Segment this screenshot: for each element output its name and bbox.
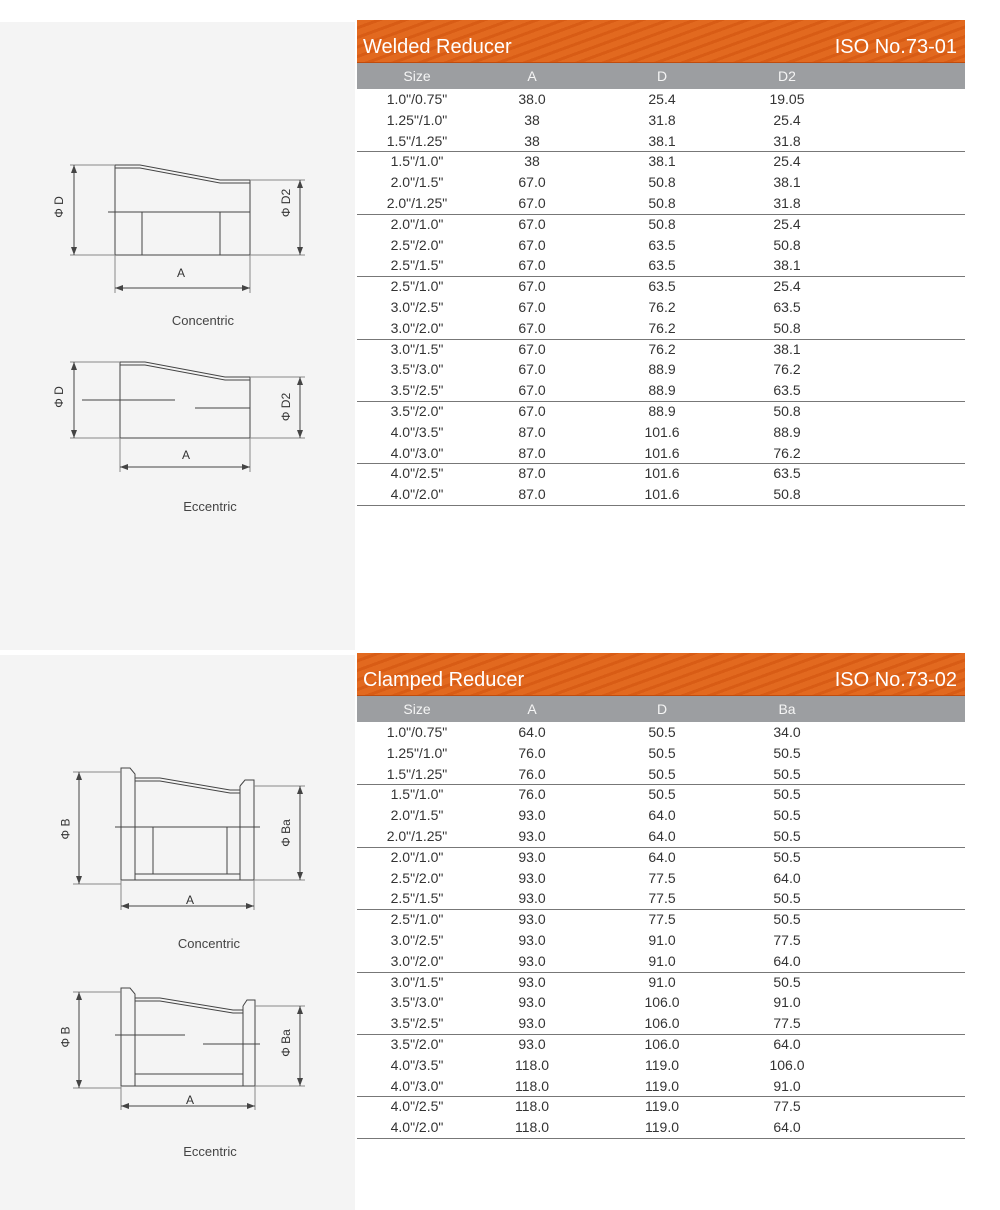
welded-reducer-banner xyxy=(357,20,965,63)
cell-d: 119.0 xyxy=(645,1119,679,1136)
cell-size: 4.0"/3.5" xyxy=(390,423,444,440)
clamped-reducer-section xyxy=(357,653,965,1138)
table-row xyxy=(357,992,965,1013)
clamped-eccentric-dim-b: Φ B xyxy=(58,1026,73,1048)
cell-a: 93.0 xyxy=(518,911,546,928)
cell-d: 25.4 xyxy=(648,91,676,107)
cell-d: 77.5 xyxy=(648,911,676,928)
cell-last: 91.0 xyxy=(773,1077,801,1094)
cell-size: 4.0"/2.0" xyxy=(390,1119,444,1136)
cell-d: 76.2 xyxy=(648,319,676,336)
cell-d: 106.0 xyxy=(644,1035,680,1052)
table-row xyxy=(357,743,965,764)
cell-last: 63.5 xyxy=(773,382,801,399)
clamped-table-body xyxy=(357,722,965,1138)
welded-eccentric-caption: Eccentric xyxy=(183,499,237,514)
cell-last: 38.1 xyxy=(773,257,801,274)
cell-size: 2.0"/1.0" xyxy=(390,848,444,865)
cell-last: 50.5 xyxy=(773,973,801,990)
table-row xyxy=(357,1013,965,1034)
welded-table-body xyxy=(357,89,965,505)
cell-size: 1.5"/1.25" xyxy=(386,765,448,782)
cell-a: 93.0 xyxy=(518,1035,546,1052)
cell-a: 76.0 xyxy=(518,786,546,803)
cell-d: 77.5 xyxy=(648,890,676,907)
cell-last: 50.8 xyxy=(773,402,801,419)
table-row xyxy=(357,888,965,909)
table-row xyxy=(357,805,965,826)
cell-size: 3.0"/2.5" xyxy=(390,298,444,315)
cell-size: 4.0"/2.5" xyxy=(390,1098,444,1115)
cell-a: 87.0 xyxy=(518,423,546,440)
table-row xyxy=(357,89,965,110)
table-row xyxy=(357,151,965,172)
cell-last: 106.0 xyxy=(769,1056,805,1073)
cell-d: 106.0 xyxy=(644,1015,680,1032)
cell-d: 119.0 xyxy=(645,1077,679,1094)
cell-d: 101.6 xyxy=(644,486,680,503)
cell-a: 93.0 xyxy=(518,973,546,990)
cell-last: 34.0 xyxy=(773,724,801,740)
clamped-reducer-banner xyxy=(357,653,965,696)
cell-a: 67.0 xyxy=(518,340,546,357)
table-row xyxy=(357,909,965,930)
cell-size: 3.5"/2.0" xyxy=(390,1035,444,1052)
cell-size: 3.0"/2.0" xyxy=(390,952,444,969)
cell-size: 3.0"/2.0" xyxy=(390,319,444,336)
cell-last: 25.4 xyxy=(773,278,801,295)
cell-a: 64.0 xyxy=(518,724,546,740)
cell-a: 118.0 xyxy=(515,1119,549,1136)
cell-last: 50.5 xyxy=(773,786,801,803)
table-row xyxy=(357,1055,965,1076)
cell-last: 25.4 xyxy=(773,153,801,170)
cell-a: 93.0 xyxy=(518,869,546,886)
cell-d: 88.9 xyxy=(648,402,676,419)
table-row xyxy=(357,1034,965,1055)
cell-last: 50.5 xyxy=(773,807,801,824)
table-row xyxy=(357,235,965,256)
welded-reducer-section xyxy=(357,20,965,505)
cell-a: 118.0 xyxy=(515,1077,549,1094)
cell-size: 3.5"/3.0" xyxy=(390,361,444,378)
table-row xyxy=(357,722,965,743)
clamped-header-size: Size xyxy=(403,701,431,717)
cell-d: 50.8 xyxy=(648,194,676,211)
cell-last: 76.2 xyxy=(773,361,801,378)
cell-last: 64.0 xyxy=(773,952,801,969)
cell-size: 1.25"/1.0" xyxy=(386,111,448,128)
cell-size: 3.0"/2.5" xyxy=(390,931,444,948)
cell-d: 76.2 xyxy=(648,340,676,357)
cell-a: 38.0 xyxy=(518,91,546,107)
table-row xyxy=(357,847,965,868)
cell-size: 2.5"/1.0" xyxy=(390,911,444,928)
cell-d: 50.8 xyxy=(648,215,676,232)
cell-last: 63.5 xyxy=(773,298,801,315)
cell-a: 93.0 xyxy=(518,827,546,844)
cell-last: 38.1 xyxy=(773,174,801,191)
cell-last: 50.5 xyxy=(773,827,801,844)
group-divider xyxy=(357,1138,965,1139)
cell-d: 119.0 xyxy=(645,1098,679,1115)
welded-eccentric-dim-d2: Φ D2 xyxy=(279,392,294,422)
table-row xyxy=(357,255,965,276)
welded-eccentric-dim-d: Φ D xyxy=(51,386,66,408)
cell-d: 50.5 xyxy=(648,765,676,782)
table-row xyxy=(357,463,965,484)
cell-size: 2.5"/1.5" xyxy=(390,257,444,274)
table-row xyxy=(357,1076,965,1097)
cell-d: 91.0 xyxy=(648,952,676,969)
table-row xyxy=(357,784,965,805)
cell-size: 3.0"/1.5" xyxy=(390,340,444,357)
cell-a: 67.0 xyxy=(518,361,546,378)
cell-size: 3.0"/1.5" xyxy=(390,973,444,990)
cell-last: 64.0 xyxy=(773,1119,801,1136)
cell-d: 101.6 xyxy=(644,465,680,482)
cell-last: 77.5 xyxy=(773,1015,801,1032)
cell-last: 19.05 xyxy=(769,91,805,107)
cell-a: 87.0 xyxy=(518,486,546,503)
welded-concentric-caption: Concentric xyxy=(171,313,235,328)
table-row xyxy=(357,951,965,972)
cell-d: 50.5 xyxy=(648,744,676,761)
cell-d: 64.0 xyxy=(648,848,676,865)
table-row xyxy=(357,276,965,297)
table-row xyxy=(357,401,965,422)
cell-last: 64.0 xyxy=(773,869,801,886)
cell-last: 38.1 xyxy=(773,340,801,357)
cell-a: 87.0 xyxy=(518,465,546,482)
table-row xyxy=(357,297,965,318)
cell-d: 64.0 xyxy=(648,807,676,824)
welded-concentric-dim-a: A xyxy=(177,266,186,280)
table-row xyxy=(357,826,965,847)
cell-a: 67.0 xyxy=(518,382,546,399)
cell-size: 2.5"/2.0" xyxy=(390,236,444,253)
clamped-concentric-drawing xyxy=(55,762,315,912)
welded-concentric-dim-d: Φ D xyxy=(51,196,66,218)
table-row xyxy=(357,339,965,360)
cell-last: 50.8 xyxy=(773,486,801,503)
cell-last: 50.5 xyxy=(773,744,801,761)
cell-last: 77.5 xyxy=(773,1098,801,1115)
cell-size: 2.0"/1.25" xyxy=(386,194,448,211)
cell-d: 76.2 xyxy=(648,298,676,315)
cell-a: 118.0 xyxy=(515,1098,549,1115)
cell-last: 50.5 xyxy=(773,890,801,907)
cell-a: 67.0 xyxy=(518,236,546,253)
cell-a: 67.0 xyxy=(518,215,546,232)
cell-size: 4.0"/3.0" xyxy=(390,1077,444,1094)
cell-d: 106.0 xyxy=(644,994,680,1011)
cell-a: 38 xyxy=(524,132,540,149)
cell-last: 50.5 xyxy=(773,848,801,865)
cell-last: 77.5 xyxy=(773,931,801,948)
table-row xyxy=(357,131,965,152)
cell-size: 4.0"/2.5" xyxy=(390,465,444,482)
cell-a: 38 xyxy=(524,153,540,170)
table-row xyxy=(357,443,965,464)
clamped-concentric-dim-a: A xyxy=(186,893,195,907)
cell-size: 3.5"/3.0" xyxy=(390,994,444,1011)
table-row xyxy=(357,422,965,443)
cell-a: 118.0 xyxy=(515,1056,549,1073)
clamped-eccentric-dim-a: A xyxy=(186,1093,195,1107)
cell-size: 1.5"/1.0" xyxy=(390,786,444,803)
table-row xyxy=(357,214,965,235)
cell-size: 3.5"/2.5" xyxy=(390,382,444,399)
welded-concentric-dim-d2: Φ D2 xyxy=(279,188,294,218)
clamped-drawings-panel xyxy=(0,655,355,1210)
clamped-header-d: D xyxy=(656,701,668,717)
cell-size: 4.0"/2.0" xyxy=(390,486,444,503)
cell-a: 93.0 xyxy=(518,1015,546,1032)
welded-eccentric-dim-a: A xyxy=(182,448,191,462)
clamped-reducer-title: Clamped Reducer xyxy=(363,669,525,691)
cell-a: 76.0 xyxy=(518,744,546,761)
cell-a: 67.0 xyxy=(518,319,546,336)
cell-last: 76.2 xyxy=(773,444,801,461)
table-row xyxy=(357,764,965,785)
cell-last: 50.5 xyxy=(773,911,801,928)
cell-size: 2.5"/1.5" xyxy=(390,890,444,907)
cell-d: 50.5 xyxy=(648,724,676,740)
cell-size: 3.5"/2.5" xyxy=(390,1015,444,1032)
welded-reducer-code: ISO No.73-01 xyxy=(834,36,957,58)
cell-last: 50.8 xyxy=(773,319,801,336)
table-row xyxy=(357,1117,965,1138)
cell-a: 67.0 xyxy=(518,278,546,295)
cell-size: 1.0"/0.75" xyxy=(386,91,448,107)
cell-last: 88.9 xyxy=(773,423,801,440)
table-row xyxy=(357,359,965,380)
cell-size: 2.0"/1.25" xyxy=(386,827,448,844)
cell-a: 93.0 xyxy=(518,952,546,969)
cell-d: 63.5 xyxy=(648,236,676,253)
clamped-concentric-dim-b: Φ B xyxy=(58,818,73,840)
cell-last: 50.8 xyxy=(773,236,801,253)
cell-d: 91.0 xyxy=(648,973,676,990)
welded-header-d: D xyxy=(656,68,668,84)
cell-size: 2.0"/1.0" xyxy=(390,215,444,232)
cell-a: 87.0 xyxy=(518,444,546,461)
cell-size: 1.25"/1.0" xyxy=(386,744,448,761)
cell-a: 67.0 xyxy=(518,402,546,419)
cell-last: 91.0 xyxy=(773,994,801,1011)
cell-d: 101.6 xyxy=(644,423,680,440)
cell-a: 93.0 xyxy=(518,994,546,1011)
cell-last: 25.4 xyxy=(773,215,801,232)
cell-last: 63.5 xyxy=(773,465,801,482)
cell-size: 4.0"/3.5" xyxy=(390,1056,444,1073)
cell-size: 2.0"/1.5" xyxy=(390,807,444,824)
table-row xyxy=(357,972,965,993)
welded-reducer-title: Welded Reducer xyxy=(363,36,512,58)
cell-d: 50.8 xyxy=(648,174,676,191)
clamped-reducer-code: ISO No.73-02 xyxy=(834,669,957,691)
table-row xyxy=(357,1096,965,1117)
cell-a: 76.0 xyxy=(518,765,546,782)
cell-a: 93.0 xyxy=(518,848,546,865)
cell-last: 50.5 xyxy=(773,765,801,782)
cell-d: 119.0 xyxy=(645,1056,679,1073)
table-row xyxy=(357,868,965,889)
cell-a: 67.0 xyxy=(518,194,546,211)
cell-size: 2.0"/1.5" xyxy=(390,174,444,191)
welded-header-a: A xyxy=(527,68,537,84)
cell-a: 93.0 xyxy=(518,931,546,948)
clamped-table-header xyxy=(357,696,965,722)
table-row xyxy=(357,110,965,131)
cell-a: 93.0 xyxy=(518,890,546,907)
clamped-eccentric-dim-ba: Φ Ba xyxy=(278,1029,293,1057)
clamped-concentric-caption: Concentric xyxy=(177,936,241,951)
cell-a: 38 xyxy=(524,111,540,128)
cell-a: 93.0 xyxy=(518,807,546,824)
cell-a: 67.0 xyxy=(518,174,546,191)
clamped-header-ba: Ba xyxy=(778,701,796,717)
cell-d: 63.5 xyxy=(648,278,676,295)
table-row xyxy=(357,193,965,214)
cell-d: 64.0 xyxy=(648,827,676,844)
cell-last: 64.0 xyxy=(773,1035,801,1052)
group-divider xyxy=(357,505,965,506)
table-row xyxy=(357,930,965,951)
table-row xyxy=(357,380,965,401)
clamped-concentric-dim-ba: Φ Ba xyxy=(278,819,293,847)
cell-size: 1.0"/0.75" xyxy=(386,724,448,740)
cell-size: 1.5"/1.0" xyxy=(390,153,444,170)
welded-table-header xyxy=(357,63,965,89)
clamped-header-a: A xyxy=(527,701,537,717)
cell-size: 2.5"/2.0" xyxy=(390,869,444,886)
cell-last: 31.8 xyxy=(773,194,801,211)
clamped-eccentric-drawing xyxy=(55,982,315,1112)
cell-d: 50.5 xyxy=(648,786,676,803)
cell-d: 38.1 xyxy=(648,132,676,149)
cell-last: 31.8 xyxy=(773,132,801,149)
welded-header-size: Size xyxy=(403,68,431,84)
cell-a: 67.0 xyxy=(518,298,546,315)
table-row xyxy=(357,484,965,505)
cell-d: 77.5 xyxy=(648,869,676,886)
cell-size: 1.5"/1.25" xyxy=(386,132,448,149)
clamped-eccentric-caption: Eccentric xyxy=(183,1144,237,1159)
cell-size: 4.0"/3.0" xyxy=(390,444,444,461)
table-row xyxy=(357,172,965,193)
cell-d: 38.1 xyxy=(648,153,676,170)
welded-header-d2: D2 xyxy=(778,68,796,84)
cell-d: 63.5 xyxy=(648,257,676,274)
cell-d: 88.9 xyxy=(648,361,676,378)
cell-d: 101.6 xyxy=(644,444,680,461)
table-row xyxy=(357,318,965,339)
cell-size: 3.5"/2.0" xyxy=(390,402,444,419)
cell-a: 67.0 xyxy=(518,257,546,274)
cell-d: 91.0 xyxy=(648,931,676,948)
cell-size: 2.5"/1.0" xyxy=(390,278,444,295)
cell-d: 88.9 xyxy=(648,382,676,399)
welded-eccentric-drawing xyxy=(50,352,310,477)
cell-last: 25.4 xyxy=(773,111,801,128)
welded-drawings-panel xyxy=(0,22,355,650)
cell-d: 31.8 xyxy=(648,111,676,128)
